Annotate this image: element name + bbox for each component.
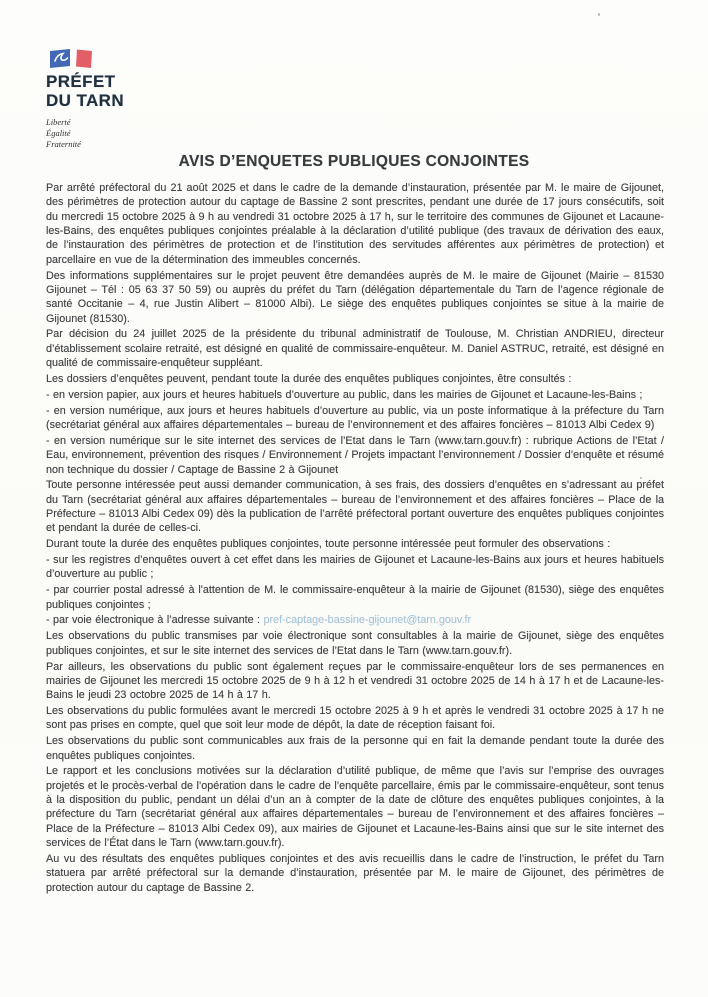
- french-flag-icon: [49, 48, 97, 69]
- list-item-version-numerique-prefecture: - en version numérique, aux jours et heures habituels d’ouverture au public, via un poste informatique à la préfecture du Tarn (secrétariat général aux affaires départementales – bureau de l’environnement et des affaires foncières – 81013 Albi Cedex 9): [46, 404, 664, 431]
- paragraph-commissaire: Par décision du 24 juillet 2025 de la présidente du tribunal administratif de Toulouse, M. Christian ANDRIEU, directeur d’établissement scolaire retraité, est désigné en qualité de commissaire-enquêteur. M. Daniel ASTRUC, retraité, est désigné en qualité de commissaire-enquêteur suppléant.: [46, 328, 664, 370]
- list-item-voie-electronique: [46, 613, 664, 627]
- paragraph-intro-arrete: Par arrêté préfectoral du 21 août 2025 et dans le cadre de la demande d’instauration, présentée par M. le maire de Gijounet, des périmètres de protection autour du captage de Bassine 2 sont prescrites, pendant une durée de 17 jours consécutifs, soit du mercredi 15 octobre 2025 à 9 h au vendredi 31 octobre 2025 à 17 h, sur le territoire des communes de Gijounet et Lacaune-les-Bains, des enquêtes publiques conjointes préalable à la déclaration d’utilité publique (des travaux de dérivation des eaux, de l’instauration des périmètres de protection et de l’institution des servitudes afférentes aux périmètres de protection) et parcellaire en vue de la détermination des immeubles concernés.: [46, 182, 664, 266]
- email-line-prefix: - par voie électronique à l’adresse suivante :: [46, 614, 264, 627]
- motto-egalite: Égalité: [46, 128, 71, 138]
- motto-fraternite: Fraternité: [46, 139, 81, 149]
- agency-name-line2: DU TARN: [46, 91, 125, 110]
- government-header: [46, 48, 266, 150]
- agency-name-line1: PRÉFET: [46, 72, 116, 91]
- list-item-version-papier: - en version papier, aux jours et heures habituels d’ouverture au public, dans les mairies de Gijounet et Lacaune-les-Bains ;: [46, 388, 643, 401]
- list-item-courrier-postal: - par courrier postal adressé à l'attention de M. le commissaire-enquêteur à la mairie de Gijounet (81530), siège des enquêtes publiques conjointes ;: [46, 584, 664, 611]
- paragraph-permanences: Par ailleurs, les observations du public sont également reçues par le commissaire-enquêteur lors de ses permanences en mairies de Gijounet les mercredi 15 octobre 2025 de 9 h à 12 h et vendredi 31 octobre 2025 de 14 h à 17 h et de Lacaune-les-Bains le jeudi 23 octobre 2025 de 14 h à 17 h.: [46, 660, 664, 702]
- scan-artifact: [598, 13, 600, 16]
- paragraph-observations-communicables: Les observations du public sont communicables aux frais de la personne qui en fait la demande pendant toute la durée des enquêtes publiques conjointes.: [46, 735, 664, 762]
- email-address: pref-captage-bassine-gijounet@tarn.gouv.fr: [263, 614, 472, 627]
- motto: [46, 117, 266, 150]
- motto-liberte: Liberté: [46, 117, 71, 127]
- paragraph-delais-observations: Les observations du public formulées avant le mercredi 15 octobre 2025 à 9 h et après le vendredi 31 octobre 2025 à 17 h ne sont pas prises en compte, quel que soit leur mode de dépôt, la date de réception faisant foi.: [46, 705, 664, 732]
- list-item-registres: - sur les registres d’enquêtes ouvert à cet effet dans les mairies de Gijounet et Lacaune-les-Bains aux jours et heures habituels d’ouverture au public ;: [46, 554, 664, 581]
- paragraph-informations: Des informations supplémentaires sur le projet peuvent être demandées auprès de M. le maire de Gijounet (Mairie – 81530 Gijounet – Tél : 05 63 37 50 59) ou auprès du préfet du Tarn (délégation départementale du Tarn de l’agence régionale de santé Occitanie – 4, rue Justin Alibert – 81000 Albi). Le siège des enquêtes publiques conjointes se situe à la mairie de Gijounet (81530).: [46, 269, 664, 325]
- paragraph-rapport-conclusions: Le rapport et les conclusions motivées sur la déclaration d’utilité publique, de même que l’avis sur l’emprise des ouvrages projetés et le procès-verbal de l’opération dans le cadre de l’enquête parcellaire, émis par le commissaire-enquêteur, sont tenus à la disposition du public, pendant un délai d’un an à compter de la date de clôture des enquêtes publiques conjointes, à la préfecture du Tarn (secrétariat général aux affaires départementales – bureau de l’environnement et des affaires foncières – Place de la Préfecture – 81013 Albi Cedex 09), aux mairies de Gijounet et Lacaune-les-Bains ainsi que sur le site internet des services de l’État dans le Tarn (www.tarn.gouv.fr).: [46, 765, 664, 850]
- document-title: AVIS D’ENQUETES PUBLIQUES CONJOINTES: [178, 153, 530, 171]
- paragraph-observations-intro: Durant toute la durée des enquêtes publiques conjointes, toute personne intéressée peut formuler des observations :: [46, 538, 611, 551]
- paragraph-conclusion: Au vu des résultats des enquêtes publiques conjointes et des avis recueillis dans le cadre de l’instruction, le préfet du Tarn statuera par arrêté préfectoral sur la demande d’instauration, présentée par M. le maire de Gijounet, des périmètres de protection autour du captage de Bassine 2.: [46, 852, 664, 894]
- list-item-version-numerique-site: - en version numérique sur le site internet des services de l’Etat dans le Tarn (www.tarn.gouv.fr) : rubrique Actions de l’Etat / Eau, environnement, prévention des risques / Environnement / Projets impactant l’environnement / Dossier d’enquête et résumé non technique du dossier / Captage de Bassine 2 à Gijounet: [46, 434, 664, 476]
- paragraph-observations-consultables: Les observations du public transmises par voie électronique sont consultables à la mairie de Gijounet, siège des enquêtes publiques conjointes, et sur le site internet des services de l’Etat dans le Tarn (www.tarn.gouv.fr).: [46, 630, 664, 657]
- document-body: [46, 181, 664, 897]
- paragraph-dossiers-intro: Les dossiers d’enquêtes peuvent, pendant toute la durée des enquêtes publiques conjointes, être consultés :: [46, 372, 572, 385]
- paragraph-communication-frais: Toute personne intéressée peut aussi demander communication, à ses frais, des dossiers d’enquêtes en s’adressant au préfet du Tarn (secrétariat général aux affaires départementales – bureau de l’environnement et des affaires foncières – Place de la Préfecture – 81013 Albi Cedex 09) dès la publication de l’arrêté préfectoral portant ouverture des enquêtes publiques conjointes et pendant la durée de celles-ci.: [46, 479, 664, 535]
